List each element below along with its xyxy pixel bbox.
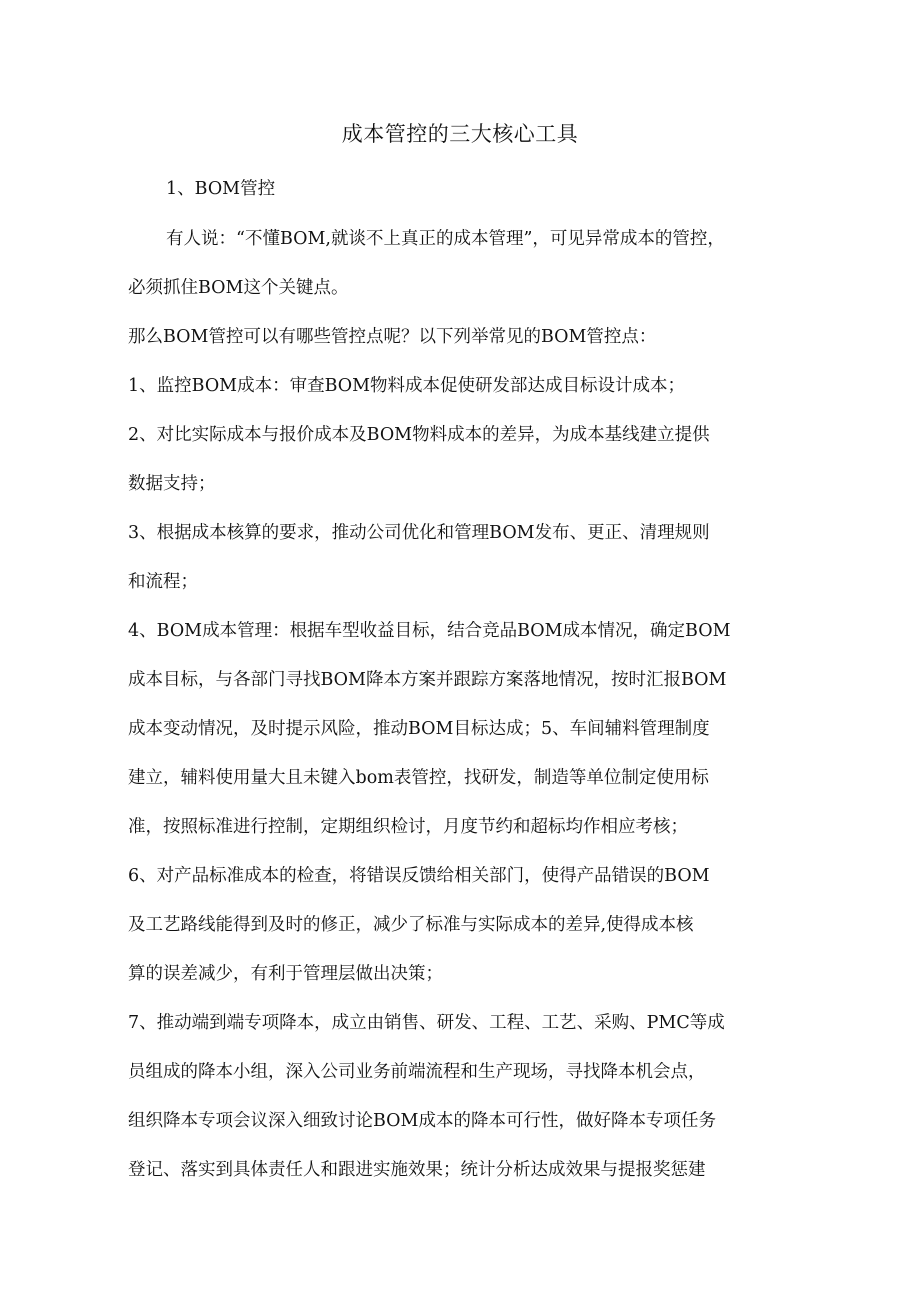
paragraph-line: 算的误差减少，有利于管理层做出决策； — [128, 964, 443, 984]
paragraph-line: 成本变动情况，及时提示风险，推动BOM目标达成；5、车间辅料管理制度 — [128, 719, 710, 739]
paragraph-line: 成本目标，与各部门寻找BOM降本方案并跟踪方案落地情况，按时汇报BOM — [128, 670, 727, 690]
section-heading: 1、BOM管控 — [166, 179, 276, 199]
paragraph-line: 及工艺路线能得到及时的修正，减少了标准与实际成本的差异,使得成本核 — [128, 915, 694, 935]
paragraph-line: 登记、落实到具体责任人和跟进实施效果；统计分析达成效果与提报奖惩建 — [128, 1160, 706, 1180]
paragraph-line: 4、BOM成本管理：根据车型收益目标，结合竞品BOM成本情况，确定BOM — [128, 621, 731, 641]
paragraph-line: 7、推动端到端专项降本，成立由销售、研发、工程、工艺、采购、PMC等成 — [128, 1013, 725, 1033]
paragraph-line: 组织降本专项会议深入细致讨论BOM成本的降本可行性，做好降本专项任务 — [128, 1111, 716, 1131]
paragraph-line: 1、监控BOM成本：审查BOM物料成本促使研发部达成目标设计成本； — [128, 376, 686, 396]
paragraph-line: 员组成的降本小组，深入公司业务前端流程和生产现场，寻找降本机会点， — [128, 1062, 706, 1082]
paragraph-line: 6、对产品标准成本的检查，将错误反馈给相关部门，使得产品错误的BOM — [128, 866, 710, 886]
document-title: 成本管控的三大核心工具 — [341, 122, 579, 146]
paragraph-line: 准，按照标准进行控制，定期组织检讨，月度节约和超标均作相应考核； — [128, 817, 688, 837]
paragraph-line: 必须抓住BOM这个关键点。 — [128, 278, 349, 298]
paragraph-line: 和流程； — [128, 572, 198, 592]
paragraph-line: 那么BOM管控可以有哪些管控点呢？以下列举常见的BOM管控点： — [128, 327, 657, 347]
paragraph-line: 建立，辅料使用量大且未键入bom表管控，找研发，制造等单位制定使用标 — [128, 768, 709, 788]
paragraph-line: 有人说：“不懂BOM,就谈不上真正的成本管理”，可见异常成本的管控， — [166, 229, 725, 249]
paragraph-line: 2、对比实际成本与报价成本及BOM物料成本的差异，为成本基线建立提供 — [128, 425, 710, 445]
paragraph-line: 3、根据成本核算的要求，推动公司优化和管理BOM发布、更正、清理规则 — [128, 523, 710, 543]
paragraph-line: 数据支持； — [128, 474, 216, 494]
